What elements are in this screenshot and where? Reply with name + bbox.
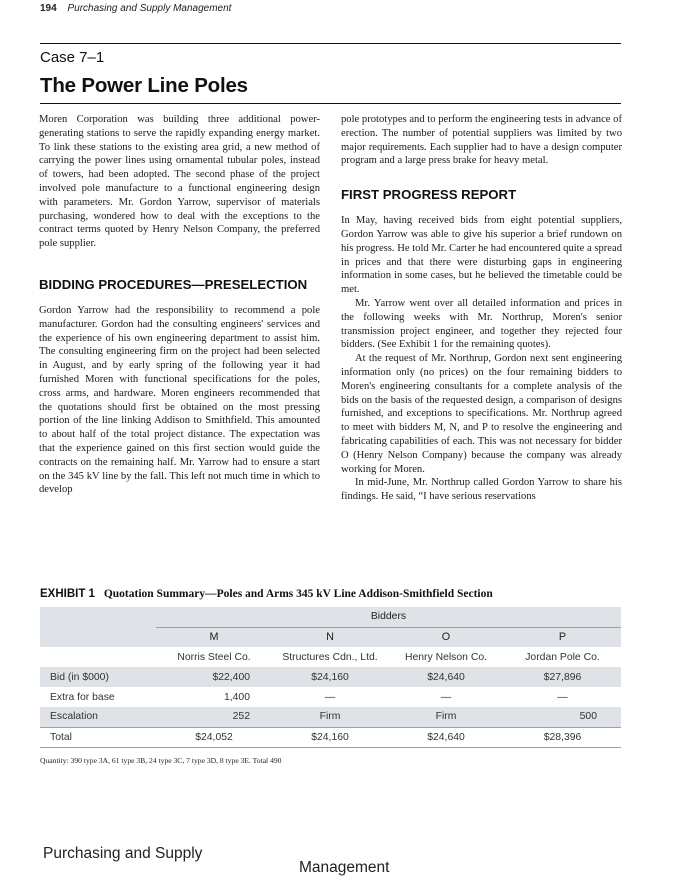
section-heading-bidding: BIDDING PROCEDURES—PRESELECTION (39, 276, 308, 292)
table-row (40, 687, 621, 707)
exhibit-caption: Quotation Summary—Poles and Arms 345 kV Line Addison-Smithfield Section (103, 588, 493, 600)
quantity-note: Quantity: 390 type 3A, 61 type 3B, 24 type 3C, 7 type 3D, 8 type 3E. Total 490 (40, 756, 282, 765)
bidder-letter: M (156, 627, 272, 647)
table-cell: — (324, 691, 336, 703)
table-cell: 252 (156, 707, 272, 727)
table-cell: $27,896 (504, 667, 621, 687)
table-cell: — (440, 691, 452, 703)
bidder-letter: N (272, 627, 388, 647)
bidder-letter: P (504, 627, 621, 647)
running-title: Purchasing and Supply Management (67, 3, 232, 14)
table-row (40, 667, 621, 687)
table-cell: $22,400 (156, 667, 272, 687)
table-cell: $24,640 (388, 727, 504, 747)
top-rule (40, 43, 621, 44)
table-row-total (40, 727, 621, 747)
exhibit-label: EXHIBIT 1 (40, 588, 95, 600)
table-cell: $24,052 (156, 727, 272, 747)
table-cell: $24,160 (272, 727, 388, 747)
progress-paragraph-3: At the request of Mr. Northrup, Gordon next sent engineering information only (no prices) on the four remaining bidders to Moren's engineering consultants for a complete analysis of the bids on the basis of the requested design, a comparison of designs furnished, and exceptions to specifications. Mr. Northrup agreed to meet with bidders M, N, and P to resolve the engineering and fabricating capabilities of each. This was not necessary for bidder O (Henry Nelson Company) because the company was already working for Moren. (341, 353, 622, 475)
page-number: 194 (40, 3, 57, 14)
row-label: Extra for base (50, 691, 115, 703)
footer-title-continued: Management (299, 859, 390, 876)
table-cell: $24,160 (272, 667, 388, 687)
row-label: Total (40, 727, 156, 747)
exhibit-title (40, 588, 493, 600)
table-cell: Firm (388, 707, 504, 727)
table-cell: — (557, 691, 568, 703)
section-heading-progress: FIRST PROGRESS REPORT (341, 187, 517, 203)
bidder-name-row (40, 647, 621, 667)
progress-paragraph-1: In May, having received bids from eight potential suppliers, Gordon Yarrow was able to give his superior a brief rundown on his progress. He told Mr. Carter he had encountered quite a spread in prices and that there were disturbing gaps in engineering information in some cases, but he believed the timetable could be met. (341, 215, 622, 296)
bidding-paragraph: Gordon Yarrow had the responsibility to recommend a pole manufacturer. Gordon had the consulting engineers' services and the experience of his own engineering department to assist him. The consulting engineering firm on the project had been selected in August, and by early spring of the following year it had furnished Moren with functional specifications for the poles, cross arms, and hardware. Moren engineers recommended that the quotations should first be obtained on the most pressing portion of the line linking Addison to Smithfield. This amounted to about half of the total project distance. The expectation was that the experience gained on this first section would guide the contracts on the remaining half. Mr. Yarrow had to ensure a start on the 345 kV line by the fall. This left not much time in which to develop (39, 304, 320, 496)
bidders-label: Bidders (156, 607, 621, 627)
table-row (40, 707, 621, 727)
bidder-name: Henry Nelson Co. (404, 651, 487, 663)
bidder-name: Structures Cdn., Ltd. (282, 651, 378, 663)
table-cell: 500 (504, 707, 621, 727)
right-column (341, 113, 622, 504)
bidders-header-row (40, 607, 621, 627)
table-cell: 1,400 (223, 691, 250, 703)
case-number: Case 7–1 (40, 49, 105, 66)
progress-paragraph-4: In mid-June, Mr. Northrup called Gordon Yarrow to share his findings. He said, “I have serious reservations (341, 477, 622, 503)
bidder-letter-row (40, 627, 621, 647)
progress-paragraph-2: Mr. Yarrow went over all detailed information and prices in the following weeks with Mr. Northrup, Moren's senior transmission project engineer, and together they rejected four bidders. (See Exhibit 1 for the remaining quotes). (341, 297, 622, 351)
intro-paragraph: Moren Corporation was building three additional power-generating stations to serve the rapidly expanding energy market. To link these stations to the existing area grid, a new method of carrying the power lines using ornamental tubular poles, instead of towers, had been adopted. The second phase of the project involved pole manufacture to a functional engineering design with parameters. Mr. Gordon Yarrow, supervisor of materials purchasing, wondered how to deal with the exceptions to the contract terms quoted by Henry Nelson Company, the preferred pole supplier. (39, 114, 320, 250)
quotation-table (40, 607, 621, 748)
case-title: The Power Line Poles (40, 74, 248, 97)
footer-title: Purchasing and Supply (43, 845, 203, 862)
row-label: Escalation (40, 707, 156, 727)
running-head (40, 3, 231, 14)
bidder-name: Norris Steel Co. (177, 651, 251, 663)
table-cell: Firm (272, 707, 388, 727)
row-label: Bid (in $000) (40, 667, 156, 687)
table-cell: $24,640 (388, 667, 504, 687)
title-rule (40, 103, 621, 104)
continued-paragraph: pole prototypes and to perform the engineering tests in advance of erection. The number of potential suppliers was limited by two major requirements. Each supplier had to have a design computer program and a large press brake for heavy metal. (341, 114, 622, 167)
bidder-letter: O (388, 627, 504, 647)
left-column (39, 113, 320, 497)
bidder-name: Jordan Pole Co. (525, 651, 600, 663)
table-cell: $28,396 (504, 727, 621, 747)
